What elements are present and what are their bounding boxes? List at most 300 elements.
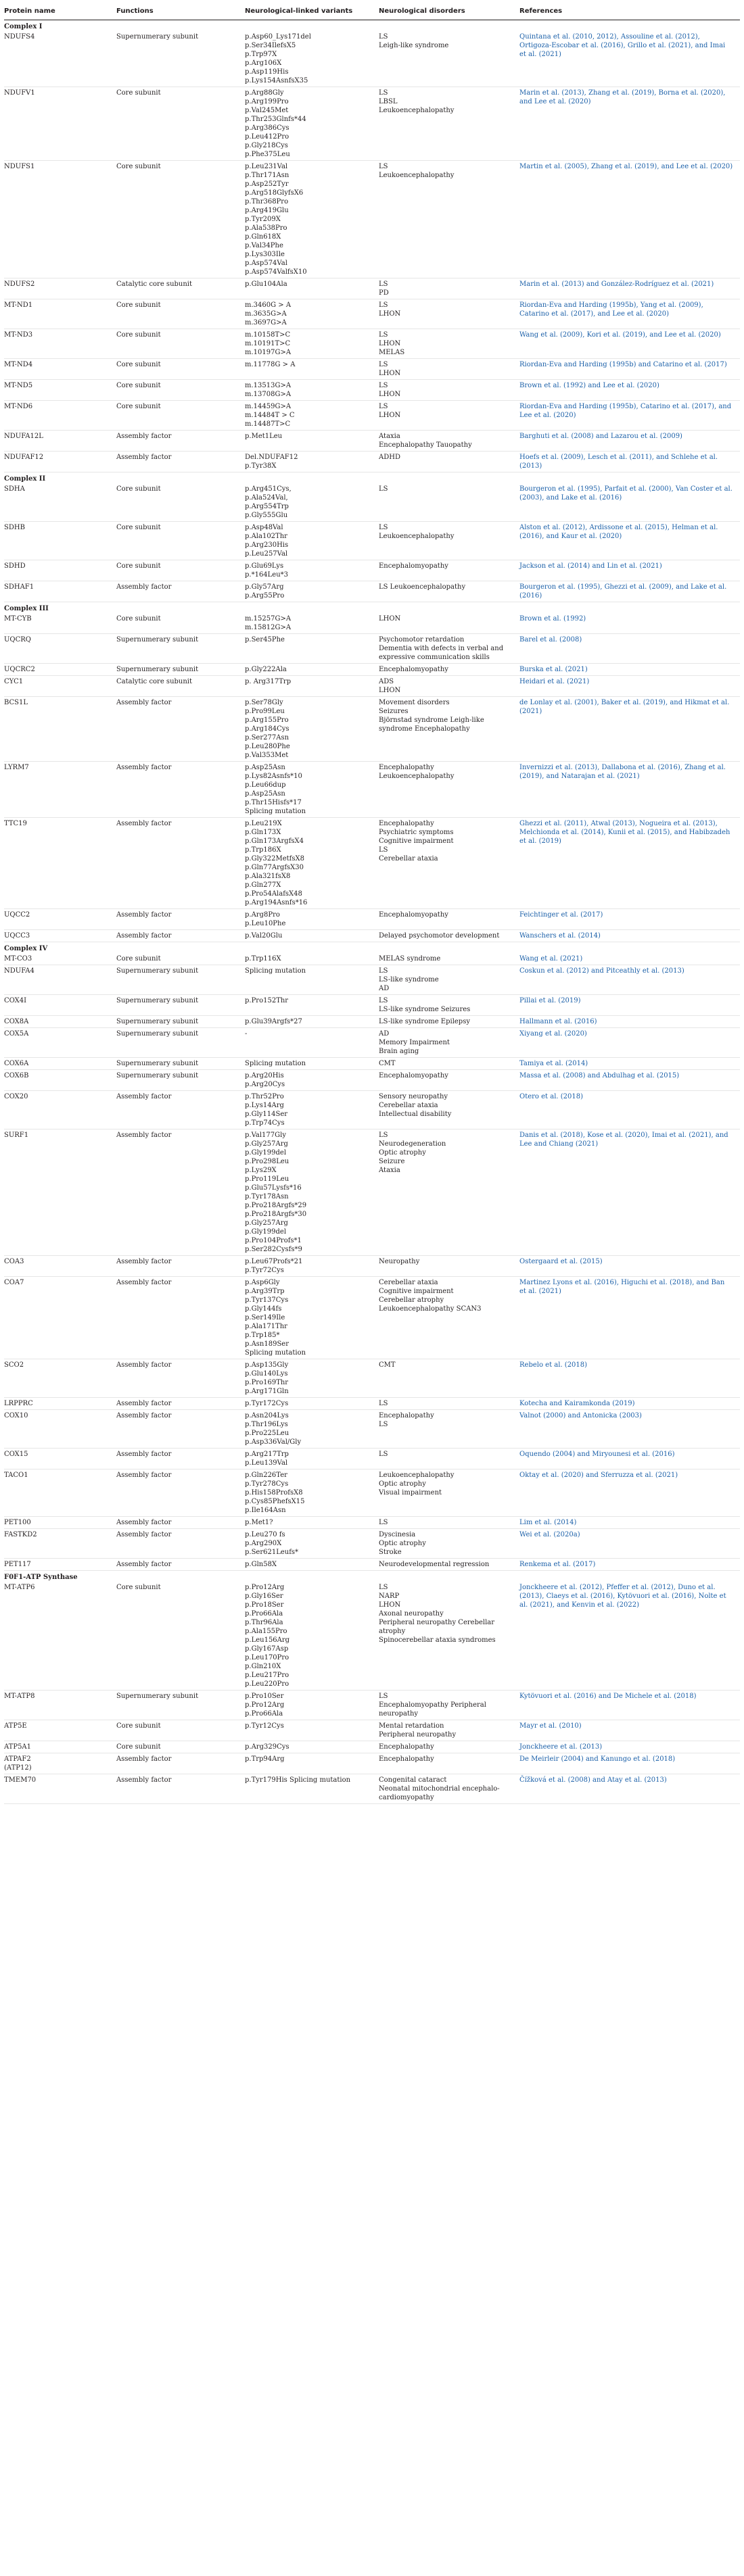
header-row — [4, 4, 740, 20]
complex-heading-spacer — [379, 942, 519, 954]
variants-cell: m.11778G > A — [245, 359, 379, 380]
function-cell: Core subunit — [116, 560, 245, 581]
disorders-cell: ADS LHON — [379, 676, 519, 697]
references-cell: Jackson et al. (2014) and Lin et al. (2021) — [519, 560, 740, 581]
table-row — [4, 1256, 740, 1277]
disorders-cell: LS Encephalomyopathy Peripheral neuropathy — [379, 1691, 519, 1720]
function-cell: Supernumerary subunit — [116, 1070, 245, 1091]
disorders-cell: LS LHON — [379, 359, 519, 380]
header-disorders: Neurological disorders — [379, 4, 519, 20]
references-cell: Lim et al. (2014) — [519, 1517, 740, 1529]
references-cell: Heidari et al. (2021) — [519, 676, 740, 697]
table-row — [4, 380, 740, 401]
table-row — [4, 161, 740, 278]
table-row — [4, 1449, 740, 1469]
references-cell: Čížková et al. (2008) and Atay et al. (2013) — [519, 1774, 740, 1804]
references-cell: Wei et al. (2020a) — [519, 1529, 740, 1559]
complex-heading-spacer — [379, 602, 519, 614]
complex-heading-row — [4, 602, 740, 614]
references-cell: Rebelo et al. (2018) — [519, 1359, 740, 1398]
function-cell: Supernumerary subunit — [116, 1058, 245, 1070]
variants-cell: m.15257G>A m.15812G>A — [245, 613, 379, 634]
protein-name-cell: CYC1 — [4, 676, 116, 697]
table-row — [4, 1517, 740, 1529]
function-cell: Catalytic core subunit — [116, 676, 245, 697]
variants-cell: p.Ser78Gly p.Pro99Leu p.Arg155Pro p.Arg184Cys p.Ser277Asn p.Leu280Phe p.Val353Met — [245, 697, 379, 762]
disorders-cell: Encephalopathy Psychiatric symptoms Cognitive impairment LS Cerebellar ataxia — [379, 818, 519, 909]
table-row — [4, 1582, 740, 1691]
protein-name-cell: COX6B — [4, 1070, 116, 1091]
complex-heading-spacer — [519, 20, 740, 32]
disorders-cell: ADHD — [379, 452, 519, 472]
disorders-cell: Congenital cataract Neonatal mitochondrial encephalo-cardiomyopathy — [379, 1774, 519, 1804]
table-row — [4, 87, 740, 161]
references-cell: Riordan-Eva and Harding (1995b), Yang et al. (2009), Catarino et al. (2017), and Lee et al. (2020) — [519, 299, 740, 329]
references-cell: Oquendo (2004) and Miryounesi et al. (2016) — [519, 1449, 740, 1469]
function-cell: Supernumerary subunit — [116, 634, 245, 664]
table-row — [4, 909, 740, 930]
table-row — [4, 1277, 740, 1359]
disorders-cell: Dyscinesia Optic atrophy Stroke — [379, 1529, 519, 1559]
complex-heading-spacer — [379, 1571, 519, 1582]
variants-cell: p.Arg8Pro p.Leu10Phe — [245, 909, 379, 930]
disorders-cell: Encephalomyopathy — [379, 909, 519, 930]
disorders-cell: Neuropathy — [379, 1256, 519, 1277]
table-row — [4, 1091, 740, 1129]
complex-heading: F0F1-ATP Synthase — [4, 1574, 78, 1581]
variants-cell: p.Arg329Cys — [245, 1741, 379, 1753]
table-row — [4, 1529, 740, 1559]
variants-cell: p.Asp25Asn p.Lys82Asnfs*10 p.Leu66dup p.Asp25Asn p.Thr15Hisfs*17 Splicing mutation — [245, 762, 379, 818]
disorders-cell: LS Neurodegeneration Optic atrophy Seizure Ataxia — [379, 1129, 519, 1256]
references-cell: Kytövuori et al. (2016) and De Michele et al. (2018) — [519, 1691, 740, 1720]
disorders-cell: Cerebellar ataxia Cognitive impairment Cerebellar atrophy Leukoencephalopathy SCAN3 — [379, 1277, 519, 1359]
disorders-cell: LS Leukoencephalopathy — [379, 161, 519, 278]
complex-heading-spacer — [245, 472, 379, 484]
variants-cell: p.Asp135Gly p.Glu140Lys p.Pro169Thr p.Arg171Gln — [245, 1359, 379, 1398]
function-cell: Core subunit — [116, 522, 245, 560]
table-row — [4, 634, 740, 664]
table-row — [4, 676, 740, 697]
header-variants: Neurological-linked variants — [245, 4, 379, 20]
protein-name-cell: MT-ND4 — [4, 359, 116, 380]
disorders-cell: LS LS-like syndrome AD — [379, 965, 519, 995]
function-cell: Core subunit — [116, 1741, 245, 1753]
variants-cell: Splicing mutation — [245, 1058, 379, 1070]
protein-name-cell: MT-ND1 — [4, 299, 116, 329]
variants-cell: p.Val20Glu — [245, 930, 379, 942]
complex-heading-spacer — [116, 602, 245, 614]
table-body — [4, 20, 740, 1804]
table-row — [4, 278, 740, 299]
disorders-cell: CMT — [379, 1359, 519, 1398]
disorders-cell: Mental retardation Peripheral neuropathy — [379, 1720, 519, 1741]
references-cell: Oktay et al. (2020) and Sferruzza et al. (2021) — [519, 1469, 740, 1517]
function-cell: Assembly factor — [116, 1559, 245, 1571]
function-cell: Core subunit — [116, 299, 245, 329]
function-cell: Assembly factor — [116, 762, 245, 818]
references-cell: Danis et al. (2018), Kose et al. (2020), Imai et al. (2021), and Lee and Chiang (2021) — [519, 1129, 740, 1256]
table-header — [4, 4, 740, 20]
function-cell: Core subunit — [116, 87, 245, 161]
disorders-cell: Encephalopathy Leukoencephalopathy — [379, 762, 519, 818]
references-cell: Mayr et al. (2010) — [519, 1720, 740, 1741]
variants-cell: p.Leu231Val p.Thr171Asn p.Asp252Tyr p.Arg518GlyfsX6 p.Thr368Pro p.Arg419Glu p.Tyr209X p.Ala538Pro p.Gln618X p.Val34Phe p.Lys303Ile p.Asp574Val p.Asp574ValfsX10 — [245, 161, 379, 278]
complex-heading-spacer — [116, 20, 245, 32]
table-row — [4, 930, 740, 942]
variants-cell: p.Glu69Lys p.*164Leu*3 — [245, 560, 379, 581]
variants-cell: Splicing mutation — [245, 965, 379, 995]
disorders-cell: LS — [379, 1398, 519, 1410]
table-row — [4, 1469, 740, 1517]
references-cell: Barel et al. (2008) — [519, 634, 740, 664]
protein-name-cell: ATP5A1 — [4, 1741, 116, 1753]
references-cell: Coskun et al. (2012) and Pitceathly et al. (2013) — [519, 965, 740, 995]
complex-heading-row — [4, 942, 740, 954]
protein-name-cell: NDUFS1 — [4, 161, 116, 278]
protein-name-cell: UQCC2 — [4, 909, 116, 930]
references-cell: Bourgeron et al. (1995), Ghezzi et al. (2009), and Lake et al. (2016) — [519, 581, 740, 602]
table-row — [4, 995, 740, 1016]
function-cell: Core subunit — [116, 613, 245, 634]
protein-name-cell: FASTKD2 — [4, 1529, 116, 1559]
variants-cell: p.Trp116X — [245, 953, 379, 965]
references-cell: Jonckheere et al. (2013) — [519, 1741, 740, 1753]
variants-cell: p.Glu39Argfs*27 — [245, 1016, 379, 1028]
references-cell: De Meirleir (2004) and Kanungo et al. (2018) — [519, 1753, 740, 1774]
protein-name-cell: MT-CYB — [4, 613, 116, 634]
variants-cell: p.Gly222Ala — [245, 664, 379, 676]
protein-name-cell: PET117 — [4, 1559, 116, 1571]
variants-cell: m.14459G>A m.14484T > C m.14487T>C — [245, 401, 379, 431]
table-row — [4, 299, 740, 329]
table-row — [4, 1753, 740, 1774]
table-row — [4, 1720, 740, 1741]
variants-cell: p.Met1? — [245, 1517, 379, 1529]
protein-name-cell: COA3 — [4, 1256, 116, 1277]
protein-name-cell: UQCRQ — [4, 634, 116, 664]
disorders-cell: LS LHON MELAS — [379, 329, 519, 359]
protein-name-cell: NDUFV1 — [4, 87, 116, 161]
disorders-cell: LS-like syndrome Epilepsy — [379, 1016, 519, 1028]
protein-name-cell: ATPAF2 (ATP12) — [4, 1753, 116, 1774]
disorders-cell: Ataxia Encephalopathy Tauopathy — [379, 431, 519, 452]
variants-cell: p.Pro10Ser p.Pro12Arg p.Pro66Ala — [245, 1691, 379, 1720]
protein-name-cell: SDHA — [4, 483, 116, 522]
protein-name-cell: SCO2 — [4, 1359, 116, 1398]
references-cell: Pillai et al. (2019) — [519, 995, 740, 1016]
variants-cell: p.Leu270 fs p.Arg290X p.Ser621Leufs* — [245, 1529, 379, 1559]
complex-heading-spacer — [116, 472, 245, 484]
protein-name-cell: LYRM7 — [4, 762, 116, 818]
references-cell: Wanschers et al. (2014) — [519, 930, 740, 942]
disorders-cell: Encephalomyopathy — [379, 664, 519, 676]
variants-cell: p.Arg88Gly p.Arg199Pro p.Val245Met p.Thr253Glnfs*44 p.Arg386Cys p.Leu412Pro p.Gly218Cys p.Phe375Leu — [245, 87, 379, 161]
table-row — [4, 1058, 740, 1070]
table-row — [4, 1129, 740, 1256]
table-row — [4, 1398, 740, 1410]
references-cell: Brown et al. (1992) and Lee et al. (2020) — [519, 380, 740, 401]
table-row — [4, 1070, 740, 1091]
variants-cell: p.Arg20His p.Arg20Cys — [245, 1070, 379, 1091]
disorders-cell: LS LHON — [379, 380, 519, 401]
complex-heading-spacer — [519, 602, 740, 614]
function-cell: Assembly factor — [116, 581, 245, 602]
variants-cell: p.Tyr179His Splicing mutation — [245, 1774, 379, 1804]
protein-name-cell: COX8A — [4, 1016, 116, 1028]
references-cell: Bourgeron et al. (1995), Parfait et al. (2000), Van Coster et al. (2003), and Lake et al. (2016) — [519, 483, 740, 522]
protein-name-cell: COX20 — [4, 1091, 116, 1129]
complex-heading-spacer — [116, 1571, 245, 1582]
table-row — [4, 1016, 740, 1028]
references-cell: Feichtinger et al. (2017) — [519, 909, 740, 930]
disorders-cell: AD Memory Impairment Brain aging — [379, 1028, 519, 1058]
function-cell: Assembly factor — [116, 452, 245, 472]
function-cell: Assembly factor — [116, 1129, 245, 1256]
references-cell: Riordan-Eva and Harding (1995b) and Catarino et al. (2017) — [519, 359, 740, 380]
function-cell: Assembly factor — [116, 431, 245, 452]
table-row — [4, 401, 740, 431]
protein-name-cell: SDHAF1 — [4, 581, 116, 602]
references-cell: Invernizzi et al. (2013), Dallabona et al. (2016), Zhang et al. (2019), and Natarajan et al. (2021) — [519, 762, 740, 818]
references-cell: Marin et al. (2013), Zhang et al. (2019), Borna et al. (2020), and Lee et al. (2020) — [519, 87, 740, 161]
complex-heading-row — [4, 20, 740, 32]
function-cell: Assembly factor — [116, 1753, 245, 1774]
variants-cell: p.Tyr172Cys — [245, 1398, 379, 1410]
complex-heading-row — [4, 472, 740, 484]
protein-name-cell: TMEM70 — [4, 1774, 116, 1804]
table-row — [4, 818, 740, 909]
variants-cell: p.Tyr12Cys — [245, 1720, 379, 1741]
references-cell: Wang et al. (2009), Kori et al. (2019), and Lee et al. (2020) — [519, 329, 740, 359]
function-cell: Supernumerary subunit — [116, 965, 245, 995]
complex-heading-spacer — [519, 942, 740, 954]
references-cell: Otero et al. (2018) — [519, 1091, 740, 1129]
complex-heading: Complex I — [4, 23, 43, 30]
complex-heading-spacer — [379, 472, 519, 484]
function-cell: Supernumerary subunit — [116, 1691, 245, 1720]
references-cell: Burska et al. (2021) — [519, 664, 740, 676]
function-cell: Core subunit — [116, 359, 245, 380]
function-cell: Supernumerary subunit — [116, 31, 245, 87]
disorders-cell: LS — [379, 1517, 519, 1529]
complex-heading-spacer — [116, 942, 245, 954]
variants-cell: p.Pro152Thr — [245, 995, 379, 1016]
complex-heading-spacer — [379, 20, 519, 32]
table-row — [4, 483, 740, 522]
function-cell: Assembly factor — [116, 697, 245, 762]
variants-cell: p.Asp6Gly p.Arg39Trp p.Tyr137Cys p.Gly144fs p.Ser149Ile p.Ala171Thr p.Trp185* p.Asn189Ser Splicing mutation — [245, 1277, 379, 1359]
variants-cell: p.Asp60_Lys171del p.Ser34IlefsX5 p.Trp97X p.Arg106X p.Asp119His p.Lys154AsnfsX35 — [245, 31, 379, 87]
protein-name-cell: BCS1L — [4, 697, 116, 762]
protein-name-cell: SURF1 — [4, 1129, 116, 1256]
references-cell: de Lonlay et al. (2001), Baker et al. (2019), and Hikmat et al. (2021) — [519, 697, 740, 762]
references-cell: Alston et al. (2012), Ardissone et al. (2015), Helman et al. (2016), and Kaur et al. (2020) — [519, 522, 740, 560]
references-cell: Renkema et al. (2017) — [519, 1559, 740, 1571]
references-cell: Riordan-Eva and Harding (1995b), Catarino et al. (2017), and Lee et al. (2020) — [519, 401, 740, 431]
table-row — [4, 762, 740, 818]
function-cell: Core subunit — [116, 161, 245, 278]
disorders-cell: LS LBSL Leukoencephalopathy — [379, 87, 519, 161]
complex-heading-spacer — [519, 472, 740, 484]
function-cell: Core subunit — [116, 483, 245, 522]
protein-name-cell: TACO1 — [4, 1469, 116, 1517]
protein-name-cell: ATP5E — [4, 1720, 116, 1741]
references-cell: Valnot (2000) and Antonicka (2003) — [519, 1410, 740, 1449]
function-cell: Assembly factor — [116, 1359, 245, 1398]
references-cell: Ostergaard et al. (2015) — [519, 1256, 740, 1277]
variants-cell: p.Gln226Ter p.Tyr278Cys p.His158ProfsX8 p.Cys85PhefsX15 p.Ile164Asn — [245, 1469, 379, 1517]
disorders-cell: LS Leukoencephalopathy — [379, 581, 519, 602]
references-cell: Hallmann et al. (2016) — [519, 1016, 740, 1028]
protein-name-cell: SDHB — [4, 522, 116, 560]
protein-name-cell: NDUFAF12 — [4, 452, 116, 472]
function-cell: Core subunit — [116, 329, 245, 359]
protein-name-cell: NDUFS2 — [4, 278, 116, 299]
variants-cell: p.Gln58X — [245, 1559, 379, 1571]
variants-cell: Del.NDUFAF12 p.Tyr38X — [245, 452, 379, 472]
disorders-cell: LS LS-like syndrome Seizures — [379, 995, 519, 1016]
protein-name-cell: MT-ATP6 — [4, 1582, 116, 1691]
function-cell: Assembly factor — [116, 1410, 245, 1449]
disorders-cell: CMT — [379, 1058, 519, 1070]
function-cell: Assembly factor — [116, 909, 245, 930]
complex-heading-spacer — [245, 20, 379, 32]
disorders-cell: Encephalopathy — [379, 1753, 519, 1774]
complex-heading: Complex II — [4, 475, 46, 483]
function-cell: Assembly factor — [116, 1398, 245, 1410]
references-cell: Martin et al. (2005), Zhang et al. (2019), and Lee et al. (2020) — [519, 161, 740, 278]
variants-cell: p.Met1Leu — [245, 431, 379, 452]
function-cell: Assembly factor — [116, 818, 245, 909]
variants-cell: p.Arg217Trp p.Leu139Val — [245, 1449, 379, 1469]
function-cell: Supernumerary subunit — [116, 995, 245, 1016]
references-cell: Martinez Lyons et al. (2016), Higuchi et al. (2018), and Ban et al. (2021) — [519, 1277, 740, 1359]
variants-cell: p.Leu67Profs*21 p.Tyr72Cys — [245, 1256, 379, 1277]
function-cell: Supernumerary subunit — [116, 664, 245, 676]
protein-name-cell: MT-CO3 — [4, 953, 116, 965]
disorders-cell: Leukoencephalopathy Optic atrophy Visual impairment — [379, 1469, 519, 1517]
complex-heading-spacer — [245, 602, 379, 614]
variants-cell: m.13513G>A m.13708G>A — [245, 380, 379, 401]
function-cell: Core subunit — [116, 401, 245, 431]
function-cell: Catalytic core subunit — [116, 278, 245, 299]
function-cell: Core subunit — [116, 1582, 245, 1691]
table-row — [4, 1410, 740, 1449]
header-protein-name: Protein name — [4, 4, 116, 20]
function-cell: Assembly factor — [116, 1774, 245, 1804]
table-row — [4, 329, 740, 359]
complex-heading-spacer — [245, 1571, 379, 1582]
function-cell: Assembly factor — [116, 1529, 245, 1559]
table-row — [4, 953, 740, 965]
function-cell: Assembly factor — [116, 1277, 245, 1359]
function-cell: Core subunit — [116, 1720, 245, 1741]
protein-name-cell: SDHD — [4, 560, 116, 581]
variants-cell: p.Trp94Arg — [245, 1753, 379, 1774]
protein-name-cell: UQCRC2 — [4, 664, 116, 676]
disorders-cell: Sensory neuropathy Cerebellar ataxia Intellectual disability — [379, 1091, 519, 1129]
variants-cell: - — [245, 1028, 379, 1058]
variants-cell: p.Asp48Val p.Ala102Thr p.Arg230His p.Leu257Val — [245, 522, 379, 560]
complex-heading-spacer — [519, 1571, 740, 1582]
function-cell: Assembly factor — [116, 1449, 245, 1469]
function-cell: Assembly factor — [116, 1256, 245, 1277]
disorders-cell: Encephalopathy LS — [379, 1410, 519, 1449]
header-functions: Functions — [116, 4, 245, 20]
table-row — [4, 613, 740, 634]
function-cell: Core subunit — [116, 953, 245, 965]
variants-cell: p.Arg451Cys, p.Ala524Val, p.Arg554Trp p.Gly555Glu — [245, 483, 379, 522]
disorders-cell: LS PD — [379, 278, 519, 299]
variants-cell: m.10158T>C m.10191T>C m.10197G>A — [245, 329, 379, 359]
protein-name-cell: NDUFS4 — [4, 31, 116, 87]
variants-cell: p.Val177Gly p.Gly257Arg p.Gly199del p.Pro298Leu p.Lys29X p.Pro119Leu p.Glu57Lysfs*16 p.Tyr178Asn p.Pro218Argfs*29 p.Pro218Argfs*30 p.Gly257Arg p.Gly199del p.Pro104Profs*1 p.Ser282Cysfs*9 — [245, 1129, 379, 1256]
disorders-cell: LS LHON — [379, 401, 519, 431]
disorders-cell: LS — [379, 1449, 519, 1469]
table-row — [4, 697, 740, 762]
references-cell: Wang et al. (2021) — [519, 953, 740, 965]
protein-name-cell: COA7 — [4, 1277, 116, 1359]
disorders-cell: MELAS syndrome — [379, 953, 519, 965]
table-row — [4, 1691, 740, 1720]
table-row — [4, 664, 740, 676]
function-cell: Assembly factor — [116, 1517, 245, 1529]
protein-name-cell: NDUFA12L — [4, 431, 116, 452]
table-row — [4, 522, 740, 560]
references-cell: Hoefs et al. (2009), Lesch et al. (2011), and Schlehe et al. (2013) — [519, 452, 740, 472]
function-cell: Assembly factor — [116, 1091, 245, 1129]
disorders-cell: LS NARP LHON Axonal neuropathy Peripheral neuropathy Cerebellar atrophy Spinocerebellar ataxia syndromes — [379, 1582, 519, 1691]
references-cell: Xiyang et al. (2020) — [519, 1028, 740, 1058]
references-cell: Ghezzi et al. (2011), Atwal (2013), Nogueira et al. (2013), Melchionda et al. (2014), Kunii et al. (2015), and Habibzadeh et al. (2019) — [519, 818, 740, 909]
function-cell: Assembly factor — [116, 930, 245, 942]
protein-name-cell: TTC19 — [4, 818, 116, 909]
function-cell: Supernumerary subunit — [116, 1016, 245, 1028]
protein-name-cell: COX4I — [4, 995, 116, 1016]
references-cell: Barghuti et al. (2008) and Lazarou et al. (2009) — [519, 431, 740, 452]
references-cell: Quintana et al. (2010, 2012), Assouline et al. (2012), Ortigoza-Escobar et al. (2016), Grillo et al. (2021), and Imai et al. (2021) — [519, 31, 740, 87]
disorders-cell: LS LHON — [379, 299, 519, 329]
table-row — [4, 1774, 740, 1804]
variants-cell: p. Arg317Trp — [245, 676, 379, 697]
complex-heading: Complex IV — [4, 945, 48, 952]
variants-cell: m.3460G > A m.3635G>A m.3697G>A — [245, 299, 379, 329]
function-cell: Core subunit — [116, 380, 245, 401]
disorders-cell: LS — [379, 483, 519, 522]
disorders-cell: Movement disorders Seizures Björnstad syndrome Leigh-like syndrome Encephalopathy — [379, 697, 519, 762]
table-row — [4, 1559, 740, 1571]
protein-name-cell: COX15 — [4, 1449, 116, 1469]
references-cell: Kotecha and Kairamkonda (2019) — [519, 1398, 740, 1410]
disorders-cell: Encephalomyopathy — [379, 1070, 519, 1091]
disorders-cell: Encephalopathy — [379, 1741, 519, 1753]
references-cell: Massa et al. (2008) and Abdulhag et al. (2015) — [519, 1070, 740, 1091]
protein-name-cell: LRPPRC — [4, 1398, 116, 1410]
disorders-cell: LS Leigh-like syndrome — [379, 31, 519, 87]
table-row — [4, 31, 740, 87]
complex-heading-row — [4, 1571, 740, 1582]
protein-name-cell: PET100 — [4, 1517, 116, 1529]
table-row — [4, 1741, 740, 1753]
function-cell: Supernumerary subunit — [116, 1028, 245, 1058]
table-row — [4, 581, 740, 602]
disorders-cell: LS Leukoencephalopathy — [379, 522, 519, 560]
disorders-cell: Encephalomyopathy — [379, 560, 519, 581]
protein-name-cell: MT-ND3 — [4, 329, 116, 359]
neuro-variants-table — [4, 4, 740, 1804]
complex-heading-spacer — [245, 942, 379, 954]
